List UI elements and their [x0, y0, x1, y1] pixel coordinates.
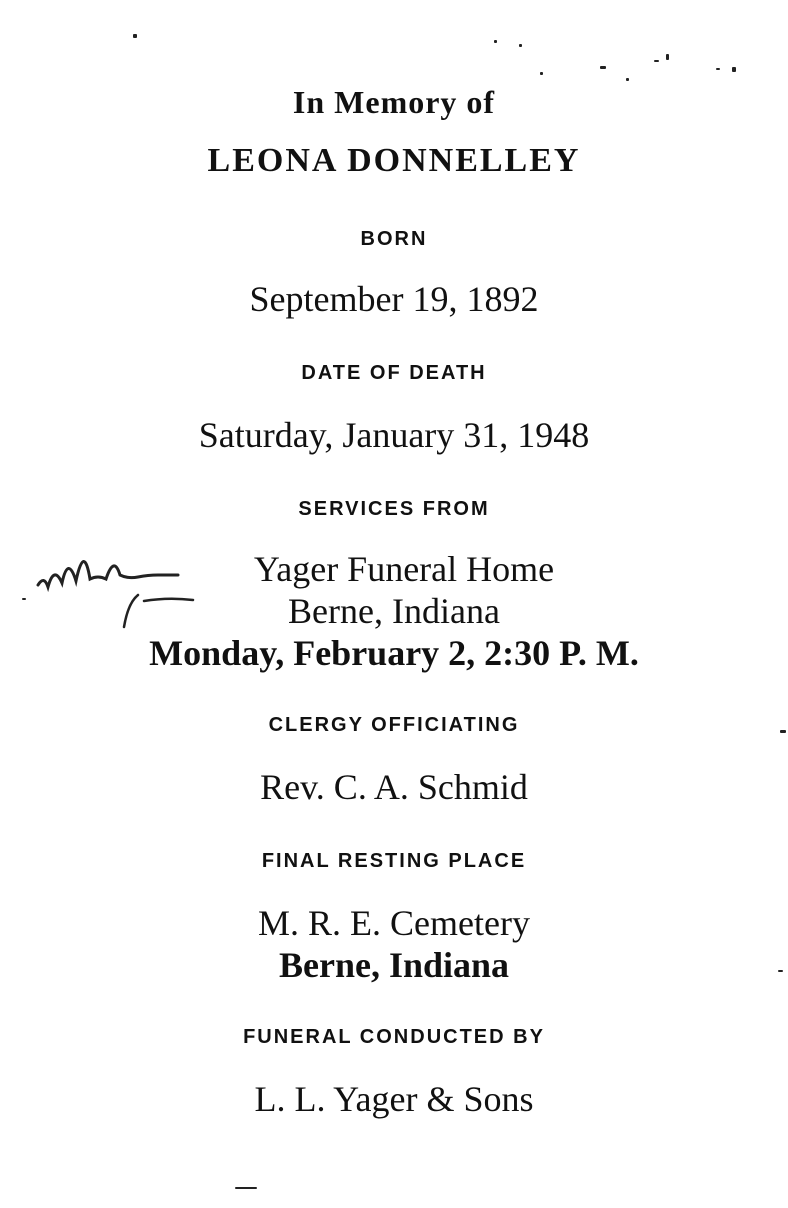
scan-speck	[654, 60, 659, 62]
scan-speck	[519, 44, 522, 47]
born-date: September 19, 1892	[249, 279, 539, 319]
resting-label: FINAL RESTING PLACE	[261, 850, 527, 872]
intro-heading: In Memory of	[292, 84, 496, 120]
born-label: BORN	[360, 228, 428, 250]
scan-speck	[235, 1187, 257, 1189]
resting-city: Berne, Indiana	[278, 945, 510, 985]
services-place: Yager Funeral Home	[253, 549, 555, 589]
conducted-label: FUNERAL CONDUCTED BY	[243, 1026, 545, 1048]
clergy-label: CLERGY OFFICIATING	[268, 714, 520, 736]
scan-speck	[540, 72, 543, 75]
scan-speck	[600, 66, 606, 69]
scan-speck	[716, 68, 720, 70]
clergy-name: Rev. C. A. Schmid	[260, 767, 528, 807]
services-label: SERVICES FROM	[298, 498, 490, 520]
deceased-name: LEONA DONNELLEY	[207, 142, 581, 179]
services-time: Monday, February 2, 2:30 P. M.	[149, 633, 639, 673]
death-label: DATE OF DEATH	[301, 362, 487, 384]
scan-speck	[626, 78, 629, 81]
scan-speck	[666, 54, 669, 60]
scan-speck	[133, 34, 137, 38]
resting-place: M. R. E. Cemetery	[258, 903, 530, 943]
scan-speck	[732, 67, 736, 72]
scan-speck	[494, 40, 497, 43]
death-date: Saturday, January 31, 1948	[198, 415, 590, 455]
conducted-by: L. L. Yager & Sons	[254, 1079, 534, 1119]
services-city: Berne, Indiana	[288, 591, 500, 631]
